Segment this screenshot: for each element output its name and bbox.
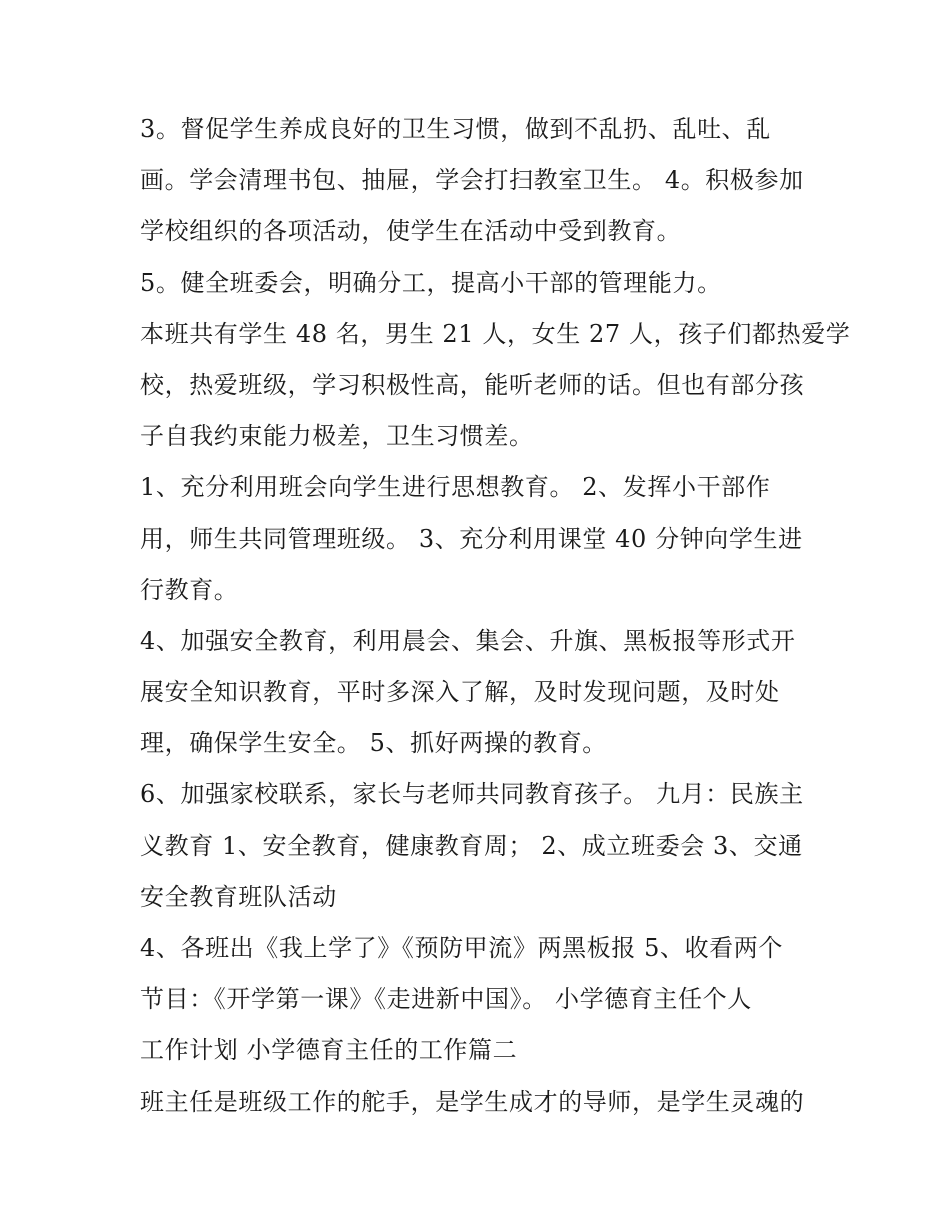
document-body [140,104,851,1128]
text-line-2: 画。学会清理书包、抽屉，学会打扫教室卫生。 4。积极参加 [140,166,804,195]
text-line-15: 义教育 1、安全教育，健康教育周； 2、成立班委会 3、交通 [140,831,803,860]
text-line-16: 安全教育班队活动 [140,882,337,911]
text-line-1: 3。督促学生养成良好的卫生习惯，做到不乱扔、乱吐、乱 [140,115,771,143]
text-line-5: 本班共有学生 48 名，男生 21 人，女生 27 人，孩子们都热爱学 [140,319,851,348]
text-line-9: 用，师生共同管理班级。 3、充分利用课堂 40 分钟向学生进 [140,524,803,553]
text-line-20: 班主任是班级工作的舵手，是学生成才的导师，是学生灵魂的 [140,1087,805,1116]
text-line-12: 展安全知识教育，平时多深入了解，及时发现问题，及时处 [140,678,780,707]
text-line-14: 6、加强家校联系，家长与老师共同教育孩子。 九月：民族主 [140,780,804,809]
text-line-10: 行教育。 [140,575,239,604]
text-line-11: 4、加强安全教育，利用晨会、集会、升旗、黑板报等形式开 [140,626,796,655]
text-line-8: 1、充分利用班会向学生进行思想教育。 2、发挥小干部作 [140,473,771,502]
text-line-4: 5。健全班委会，明确分工，提高小干部的管理能力。 [140,268,722,297]
text-line-13: 理，确保学生安全。 5、抓好两操的教育。 [140,729,607,758]
text-line-3: 学校组织的各项活动，使学生在活动中受到教育。 [140,217,682,246]
text-line-7: 子自我约束能力极差，卫生习惯差。 [140,422,534,451]
text-line-6: 校，热爱班级，学习积极性高，能听老师的话。但也有部分孩 [140,370,805,399]
text-line-19: 工作计划 小学德育主任的工作篇二 [140,1036,518,1065]
text-line-18: 节目：《开学第一课》《走进新中国》。 小学德育主任个人 [140,985,752,1014]
text-line-17: 4、各班出《我上学了》《预防甲流》两黑板报 5、收看两个 [140,934,783,962]
